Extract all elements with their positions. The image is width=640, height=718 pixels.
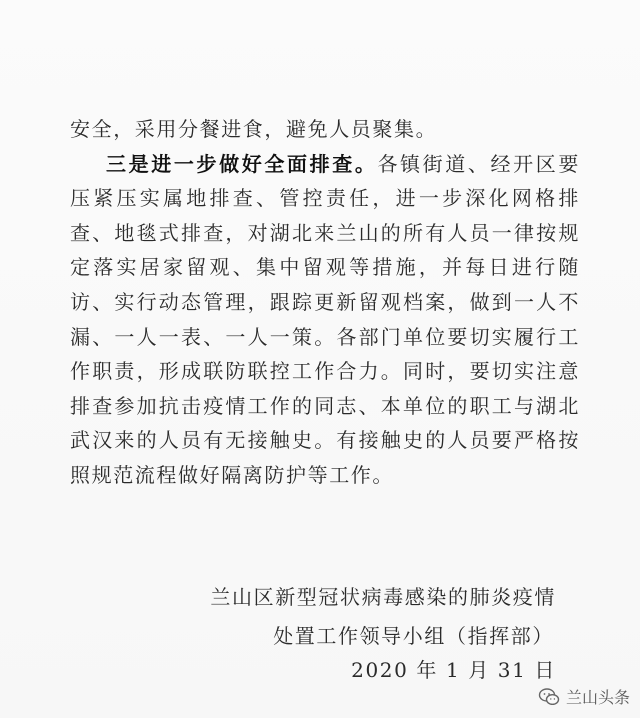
- paragraph-2-lead: 三是进一步做好全面排查。: [106, 151, 378, 176]
- signature-date: 2020 年 1 月 31 日: [351, 658, 556, 682]
- wechat-icon: [538, 687, 560, 707]
- watermark-text: 兰山头条: [565, 688, 630, 707]
- paragraph-2-body: 各镇街道、经开区要压紧压实属地排查、管控责任，进一步深化网格排查、地毯式排查，对湖北来兰山的所有人员一律按规定落实居家留观、集中留观等措施，并每日进行随访、实行动态管理，跟踪更新留观档案，做到一人不漏、一人一表、一人一策。各部门单位要切实履行工作职责，形成联防联控工作合力。同时，要切实注意排查参加抗击疫情工作的同志、本单位的职工与湖北武汉来的人员有无接触史。有接触史的人员要严格按照规范流程做好隔离防护等工作。: [70, 151, 580, 487]
- document-body: [70, 112, 580, 493]
- paragraph-2: [70, 147, 580, 493]
- paragraph-1: 安全，采用分餐进食，避免人员聚集。: [70, 117, 438, 141]
- signature-org-line-1: 兰山区新型冠状病毒感染的肺炎疫情: [210, 585, 556, 609]
- watermark: [538, 685, 630, 708]
- signature-org-line-2: 处置工作领导小组（指挥部）: [273, 624, 554, 648]
